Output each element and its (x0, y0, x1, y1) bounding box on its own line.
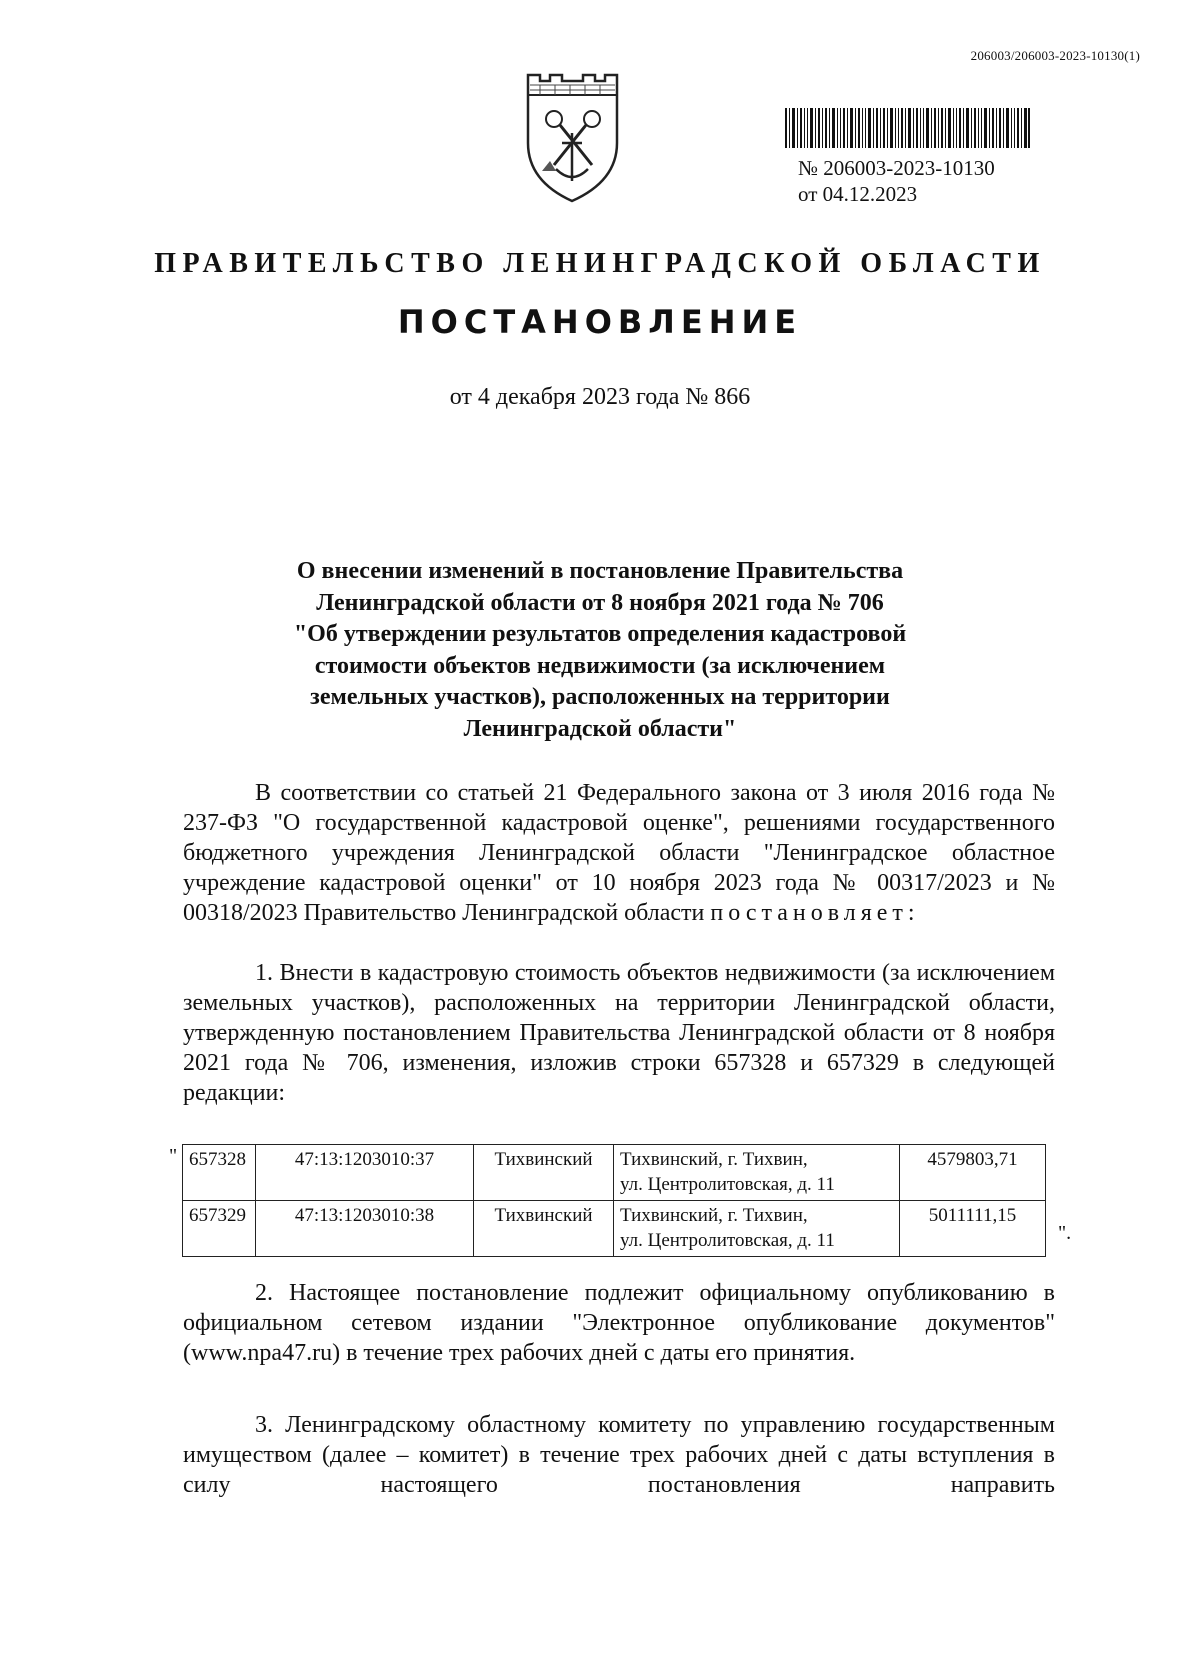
address-line: Тихвинский, г. Тихвин, (620, 1205, 808, 1226)
district-cell: Тихвинский (474, 1145, 614, 1201)
address-line: Тихвинский, г. Тихвин, (620, 1149, 808, 1170)
district-cell: Тихвинский (474, 1201, 614, 1257)
item-2-text: 2. Настоящее постановление подлежит официальному опубликованию в официальном сетевом издании "Электронное опубликование документов" (www.npa47.ru) в течение трех рабочих дней с даты его принятия. (183, 1280, 1055, 1366)
cadastral-value-table (182, 1144, 1046, 1257)
title-line: "Об утверждении результатов определения кадастровой (293, 621, 907, 647)
title-line: Ленинградской области от 8 ноября 2021 года № 706 (316, 589, 884, 616)
table-row (183, 1201, 1046, 1257)
title-line: Ленинградской области" (463, 715, 737, 742)
address-cell (614, 1145, 900, 1201)
item-1-text: 1. Внести в кадастровую стоимость объектов недвижимости (за исключением земельных участков), расположенных на территории Ленинградской области, утвержденную постановлением Правительства Ленинградской области от 8 ноября 2021 года № 706, изменения, изложив строки 657328 и 657329 в следующей редакции: (183, 960, 1055, 1106)
coat-of-arms-emblem (520, 73, 625, 203)
document-reference: 206003/206003-2023-10130(1) (970, 48, 1140, 63)
registration-number: № 206003-2023-10130 (798, 156, 995, 180)
document-date-number: от 4 декабря 2023 года № 866 (449, 384, 751, 410)
row-number-cell: 657328 (183, 1145, 256, 1201)
table-quote-close: ". (1058, 1222, 1072, 1244)
registration-date: от 04.12.2023 (798, 182, 918, 206)
cadastral-number-cell: 47:13:1203010:37 (256, 1145, 474, 1201)
value-cell: 4579803,71 (900, 1145, 1046, 1201)
item-2-paragraph (183, 1278, 1055, 1368)
title-line: стоимости объектов недвижимости (за исключением (314, 652, 886, 679)
item-3-paragraph (183, 1410, 1055, 1500)
item-3-text: 3. Ленинградскому областному комитету по управлению государственным имуществом (далее – комитет) в течение трех рабочих дней с даты вступления в силу настоящего постановления направить (183, 1412, 1055, 1498)
address-line: ул. Центролитовская, д. 11 (620, 1230, 835, 1251)
cadastral-number-cell: 47:13:1203010:38 (256, 1201, 474, 1257)
item-1-paragraph (183, 958, 1055, 1108)
decree-word: постановляет: (710, 900, 920, 926)
value-cell: 5011111,15 (900, 1201, 1046, 1257)
preamble-text: В соответствии со статьей 21 Федерального закона от 3 июля 2016 года № 237-ФЗ "О государственной кадастровой оценке", решениями государственного бюджетного учреждения Ленинградской области "Ленинградское областное учреждение кадастровой оценки" от 10 ноября 2023 года № 00317/2023 и № 00318/2023 Правительство Ленинградской области (183, 780, 1055, 926)
barcode (785, 108, 1030, 148)
title-line: земельных участков), расположенных на территории (310, 684, 890, 710)
address-line: ул. Центролитовская, д. 11 (620, 1174, 835, 1195)
table-row (183, 1145, 1046, 1201)
organization-name: ПРАВИТЕЛЬСТВО ЛЕНИНГРАДСКОЙ ОБЛАСТИ (154, 248, 1046, 279)
document-type: ПОСТАНОВЛЕНИЕ (397, 303, 803, 341)
preamble-paragraph (183, 778, 1055, 928)
document-title (240, 556, 960, 745)
title-line: О внесении изменений в постановление Правительства (296, 558, 904, 584)
table-quote-open: " (169, 1145, 178, 1167)
address-cell (614, 1201, 900, 1257)
row-number-cell: 657329 (183, 1201, 256, 1257)
